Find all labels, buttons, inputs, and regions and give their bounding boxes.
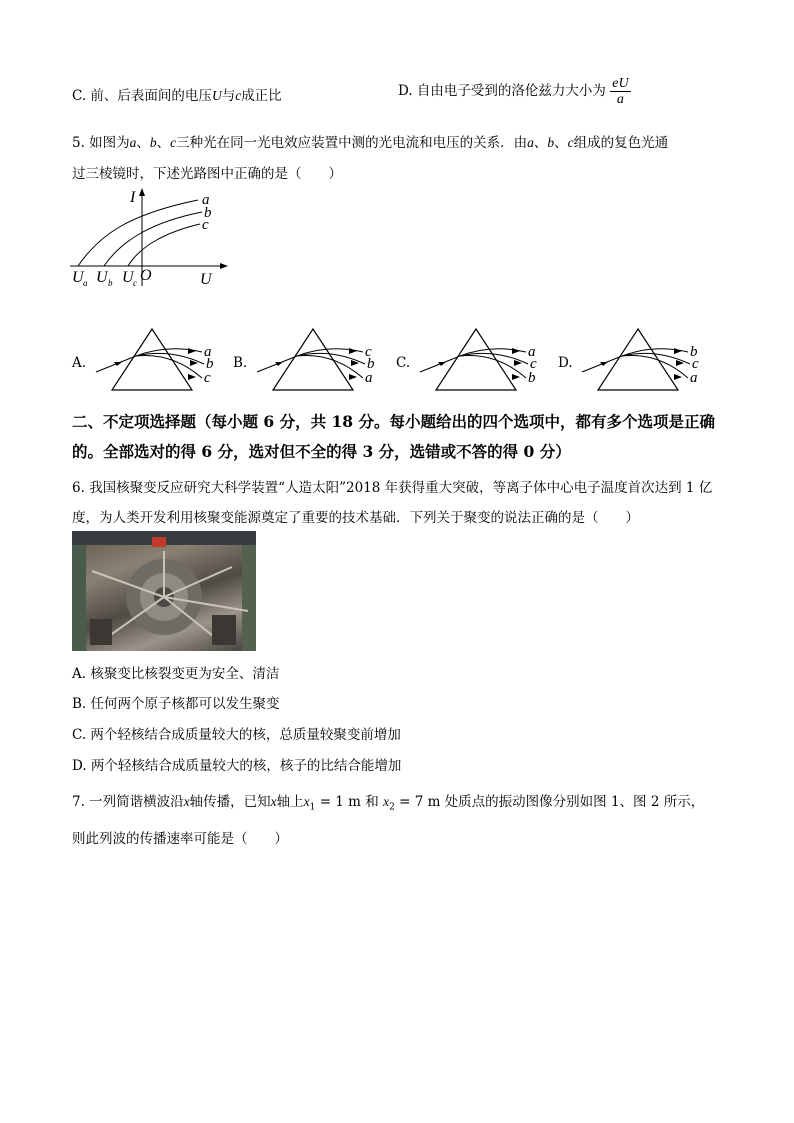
prism-diagram: [255, 326, 390, 396]
photo-wall-left: [72, 545, 86, 651]
flag: [152, 537, 166, 547]
var-a: a: [527, 135, 534, 150]
equipment-left: [90, 619, 112, 645]
uc-label: U: [122, 269, 134, 286]
fusion-device-illustration: [72, 531, 256, 651]
q7-and: 和: [360, 794, 384, 810]
var-b: b: [149, 135, 157, 150]
fraction-numerator: eU: [612, 76, 629, 91]
curve-b-label: b: [204, 205, 212, 221]
q6-option-a: A. 核聚变比核裂变更为安全、清洁: [72, 666, 280, 682]
y-axis-arrow: [139, 188, 145, 196]
q7-pre: 7. 一列简谐横波沿: [72, 794, 184, 810]
var-c: c: [567, 135, 574, 150]
curve-c: [128, 224, 200, 266]
x2-value: = 7 m: [394, 794, 441, 810]
curve-a: [78, 200, 198, 266]
var-x2: x: [383, 794, 390, 809]
q5-pre: 5. 如图为: [72, 135, 130, 151]
x1-subscript: 1: [309, 802, 316, 813]
ray-label: b: [206, 356, 214, 372]
prism-diagram: [580, 326, 715, 396]
q7-mid: 轴传播，已知: [189, 794, 271, 810]
var-b: b: [547, 135, 555, 150]
fusion-device-photo: [72, 531, 256, 651]
ua-label: U: [72, 269, 84, 286]
q4-option-c-text: C. 前、后表面间的电压: [72, 88, 212, 104]
ray-label: b: [690, 344, 698, 360]
refracted-arrow: [512, 348, 520, 354]
refracted-arrow: [674, 348, 682, 354]
q6-stem-line1: 6. 我国核聚变反应研究大科学装置“人造太阳”2018 年获得重大突破，等离子体中心电子温度首次达到 1 亿: [72, 480, 713, 496]
q5-mid: 三种光在同一光电效应装置中测的光电流和电压的关系．由: [176, 135, 528, 151]
ray-label: a: [690, 370, 698, 386]
photo-wall-right: [242, 545, 256, 651]
q5-post: 组成的复色光通: [573, 135, 669, 151]
prism-option-label: D.: [558, 355, 573, 371]
sep: 、: [533, 135, 548, 151]
var-x1: x: [303, 794, 310, 809]
prism-option-label: B.: [233, 355, 248, 371]
x1-value: = 1 m: [315, 794, 361, 810]
curve-b: [104, 212, 202, 266]
section2-title-line1: 二、不定项选择题（每小题 6 分，共 18 分。每小题给出的四个选项中，都有多个选项是正确: [72, 412, 715, 431]
q5-stem-line1: [72, 131, 668, 151]
sep: 、: [156, 135, 171, 151]
q5-stem-line2: 过三棱镜时，下述光路图中正确的是（ ）: [72, 166, 342, 182]
ray-label: a: [528, 344, 536, 360]
q4-option-d-text: D. 自由电子受到的洛伦兹力大小为: [398, 83, 606, 99]
curve-c-label: c: [202, 217, 209, 233]
curve-a-label: a: [202, 192, 210, 208]
prism-triangle: [436, 329, 516, 390]
ray-label: c: [204, 370, 211, 386]
refracted-arrow: [188, 348, 196, 354]
ray-label: a: [365, 370, 373, 386]
ray-label: b: [367, 356, 375, 372]
var-c: c: [170, 135, 177, 150]
ray-label: b: [528, 370, 536, 386]
sep: 、: [554, 135, 568, 151]
x2-subscript: 2: [389, 802, 395, 813]
var-u: U: [211, 88, 222, 103]
photocurrent-graph: [70, 186, 230, 288]
ray-label: c: [365, 344, 372, 360]
refracted-arrow: [349, 348, 357, 354]
prism-option-label: A.: [72, 355, 87, 371]
fraction-denominator: a: [616, 92, 624, 107]
q6-stem-line2: 度，为人类开发利用核聚变能源奠定了重要的技术基础．下列关于聚变的说法正确的是（ ）: [72, 510, 639, 526]
ray-label: c: [692, 356, 699, 372]
q6-option-d: D. 两个轻核结合成质量较大的核，核子的比结合能增加: [72, 758, 402, 774]
refracted-arrow: [674, 374, 682, 380]
var-x: x: [183, 794, 190, 809]
q4-option-c-mid: 与: [221, 88, 236, 104]
ray-label: a: [204, 344, 212, 360]
q7-post: 处质点的振动图像分别如图 1、图 2 所示，: [440, 794, 705, 810]
x-axis-label: U: [200, 271, 212, 288]
y-axis-label: I: [130, 189, 136, 206]
q4-option-d: [398, 76, 631, 107]
section2-title-line2: 的。全部选对的得 6 分，选对但不全的得 3 分，选错或不答的得 0 分）: [72, 442, 571, 461]
refracted-arrow: [349, 374, 357, 380]
uc-subscript: c: [133, 278, 137, 288]
var-a: a: [129, 135, 137, 150]
prism-triangle: [112, 329, 192, 390]
q6-option-b: B. 任何两个原子核都可以发生聚变: [72, 696, 280, 712]
refracted-arrow: [512, 374, 520, 380]
prism-diagram: [94, 326, 229, 396]
prism-triangle: [598, 329, 678, 390]
ub-subscript: b: [108, 278, 113, 288]
var-x: x: [270, 794, 277, 809]
refracted-arrow: [188, 374, 196, 380]
prism-diagram: [418, 326, 553, 396]
fraction-eu-over-a: [610, 76, 630, 107]
q4-option-c-post: 成正比: [241, 88, 282, 104]
origin-label: O: [140, 267, 152, 284]
ua-subscript: a: [83, 278, 88, 288]
q7-stem-line1: [72, 790, 704, 813]
q6-option-c: C. 两个轻核结合成质量较大的核，总质量较聚变前增加: [72, 727, 401, 743]
sep: 、: [136, 135, 150, 151]
equipment-right: [212, 615, 236, 645]
ub-label: U: [96, 269, 108, 286]
prism-option-label: C.: [396, 355, 411, 371]
prism-triangle: [273, 329, 353, 390]
q7-mid2: 轴上: [276, 794, 304, 810]
ray-label: c: [530, 356, 537, 372]
q7-stem-line2: 则此列波的传播速率可能是（ ）: [72, 831, 288, 847]
q4-option-c: [72, 84, 282, 104]
var-c: c: [235, 88, 242, 103]
x-axis-arrow: [220, 263, 228, 269]
